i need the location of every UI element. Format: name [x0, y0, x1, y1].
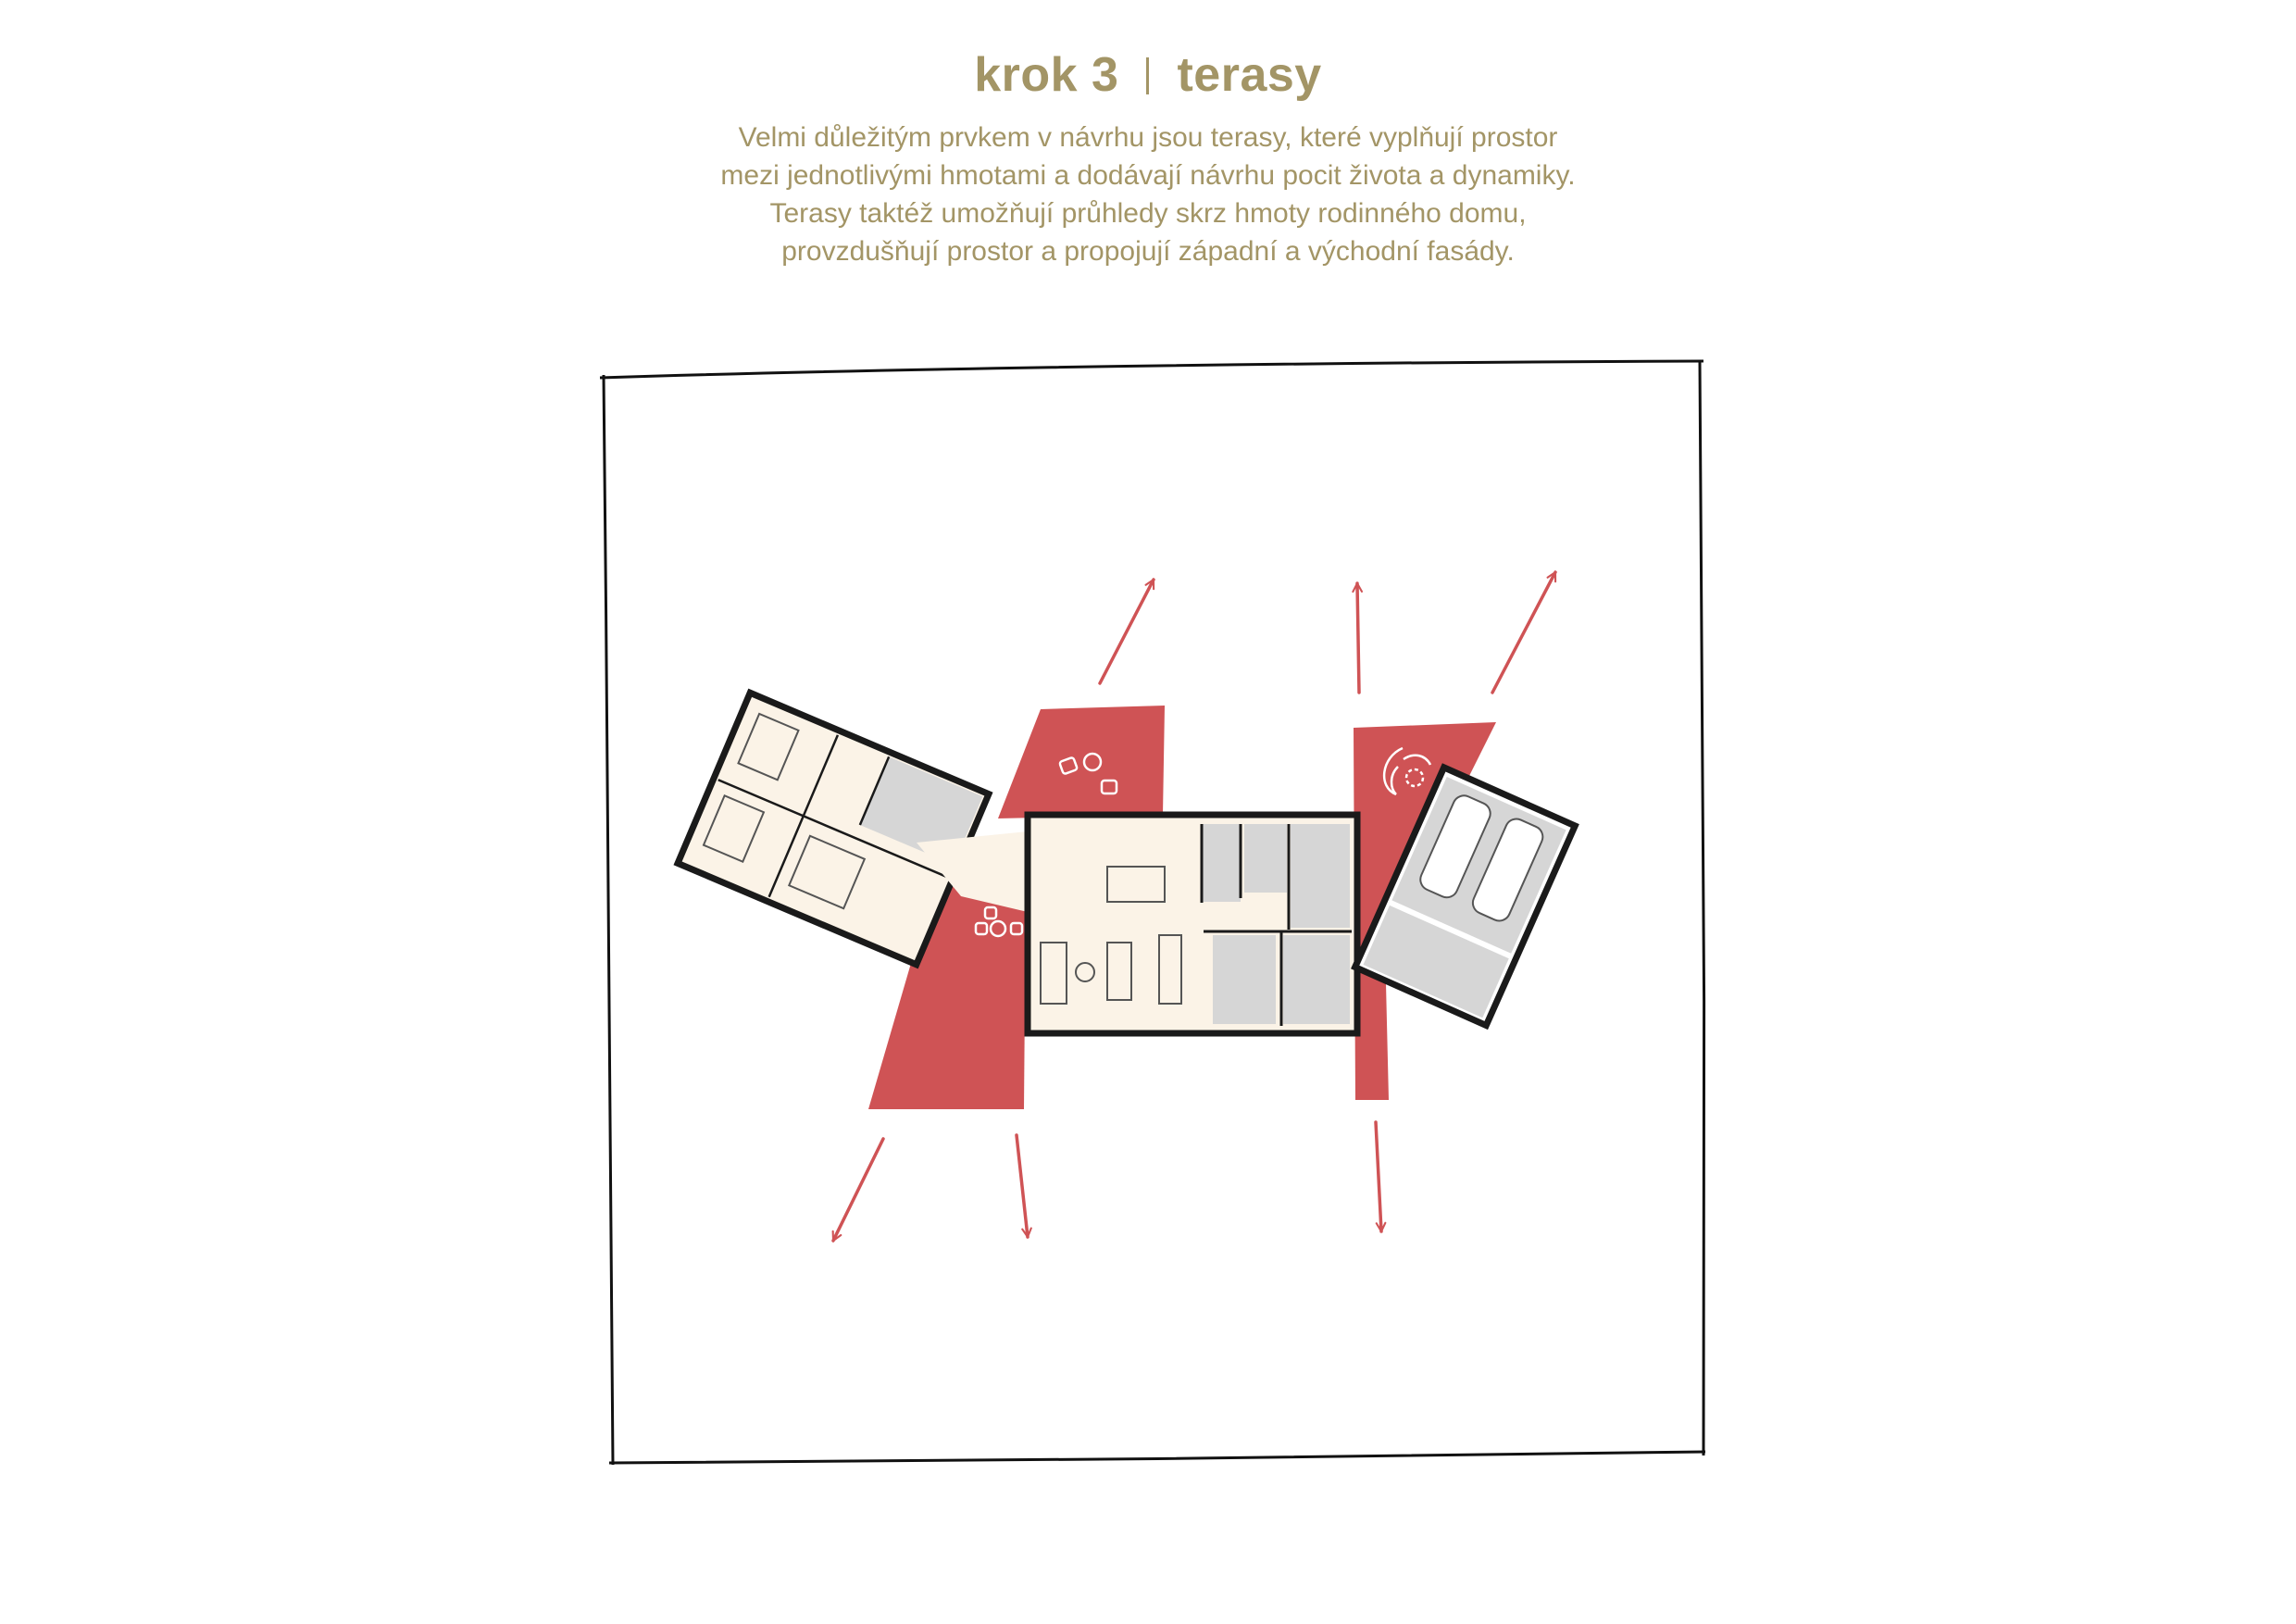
description-line: Terasy taktéž umožňují průhledy skrz hmoty rodinného domu, — [769, 198, 1527, 229]
step-label: krok 3 — [974, 48, 1119, 102]
description-line: provzdušňují prostor a propojují západní a východní fasády. — [781, 236, 1515, 267]
description-line: Velmi důležitým prvkem v návrhu jsou terasy, které vyplňují prostor — [738, 122, 1558, 153]
arrow-icon — [1017, 1135, 1028, 1237]
arrow-icon — [1357, 583, 1359, 693]
topic-label: terasy — [1177, 48, 1322, 102]
arrow-icon — [1492, 572, 1555, 693]
arrow-icon — [1100, 580, 1154, 683]
arrow-icon — [833, 1139, 883, 1241]
description-line: mezi jednotlivými hmotami a dodávají návrhu pocit života a dynamiky. — [720, 160, 1576, 191]
arrow-icon — [1376, 1122, 1381, 1231]
living-block — [1028, 815, 1357, 1033]
terrace-north-west — [998, 706, 1165, 818]
